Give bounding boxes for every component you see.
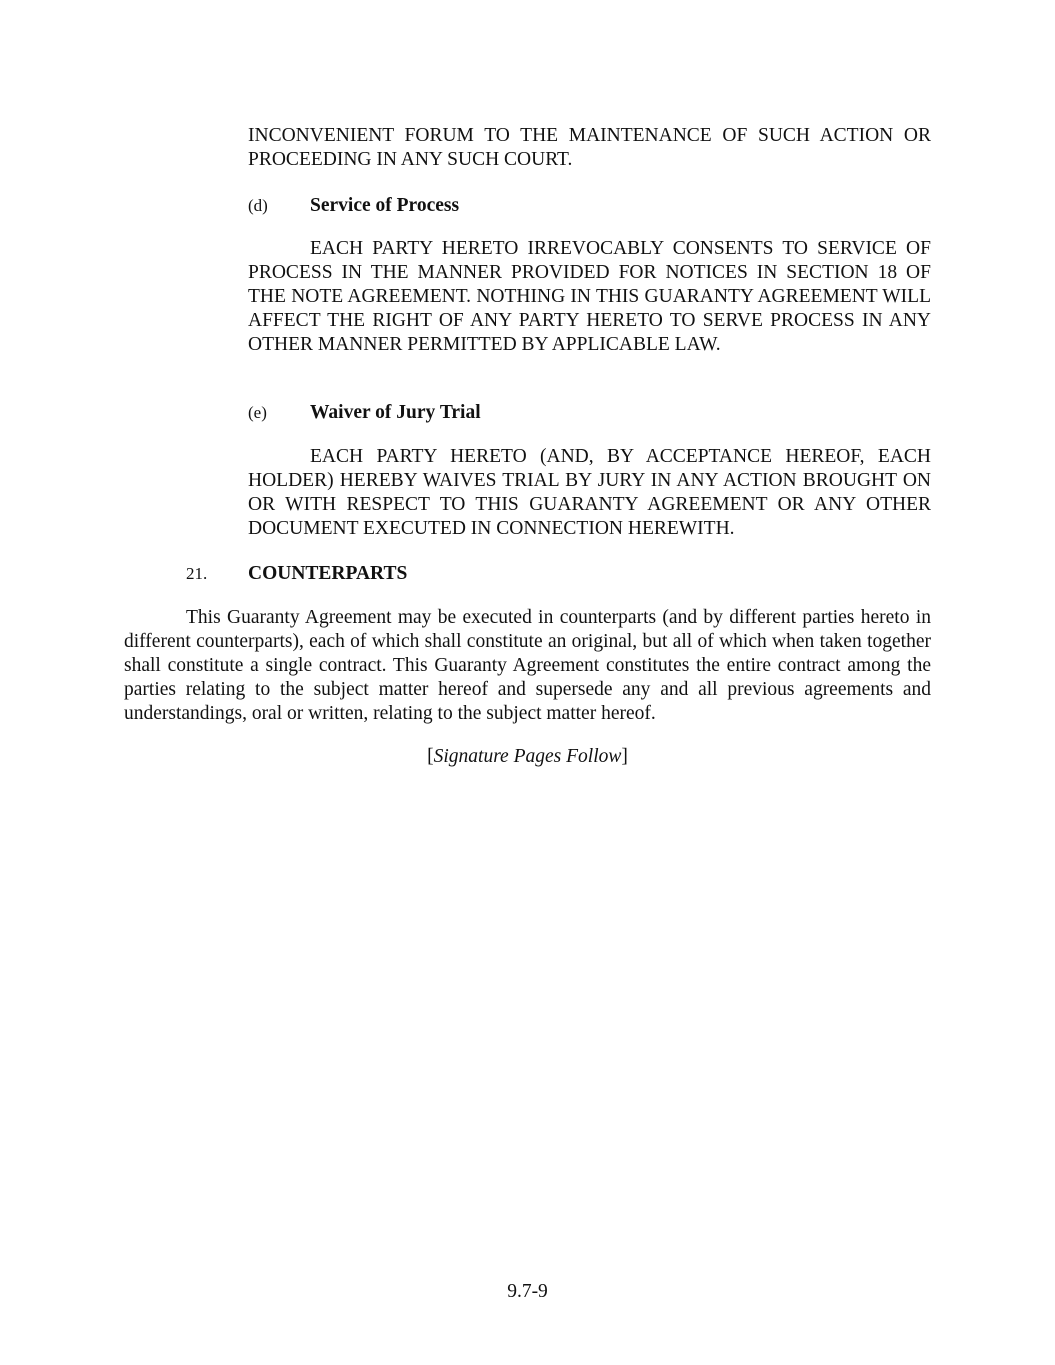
page-number: 9.7-9	[507, 1281, 548, 1302]
section-d-number: (d)	[248, 196, 268, 215]
section-e-title: Waiver of Jury Trial	[310, 402, 481, 423]
signature-note-open-bracket: [	[427, 746, 434, 767]
section-21-body: This Guaranty Agreement may be executed in counterparts (and by different parties hereto in different counterparts), each of which shall constitute an original, but all of which when taken together shall constitute a single contract. This Guaranty Agreement constitutes the entire contract among the parties relating to the subject matter hereof and supersede any and all previous agreements and understandings, oral or written, relating to the subject matter hereof.	[124, 607, 931, 724]
section-21-title: COUNTERPARTS	[248, 563, 408, 584]
signature-note-close-bracket: ]	[621, 746, 628, 767]
section-d-title: Service of Process	[310, 195, 460, 216]
section-e-heading	[248, 401, 481, 425]
section-21-heading	[186, 562, 407, 586]
signature-pages-note	[124, 745, 931, 769]
section-d-body: EACH PARTY HERETO IRREVOCABLY CONSENTS TO SERVICE OF PROCESS IN THE MANNER PROVIDED FOR NOTICES IN SECTION 18 OF THE NOTE AGREEMENT. NOTHING IN THIS GUARANTY AGREEMENT WILL AFFECT THE RIGHT OF ANY PARTY HERETO TO SERVE PROCESS IN ANY OTHER MANNER PERMITTED BY APPLICABLE LAW.	[248, 238, 931, 355]
section-21-number: 21.	[186, 564, 208, 583]
intro-paragraph: INCONVENIENT FORUM TO THE MAINTENANCE OF SUCH ACTION OR PROCEEDING IN ANY SUCH COURT.	[248, 125, 931, 170]
section-d-heading	[248, 194, 459, 218]
section-e-body: EACH PARTY HERETO (AND, BY ACCEPTANCE HEREOF, EACH HOLDER) HEREBY WAIVES TRIAL BY JURY IN ANY ACTION BROUGHT ON OR WITH RESPECT TO THIS GUARANTY AGREEMENT OR ANY OTHER DOCUMENT EXECUTED IN CONNECTION HEREWITH.	[248, 446, 931, 539]
signature-note-text: Signature Pages Follow	[433, 746, 622, 767]
section-e-number: (e)	[248, 403, 267, 422]
